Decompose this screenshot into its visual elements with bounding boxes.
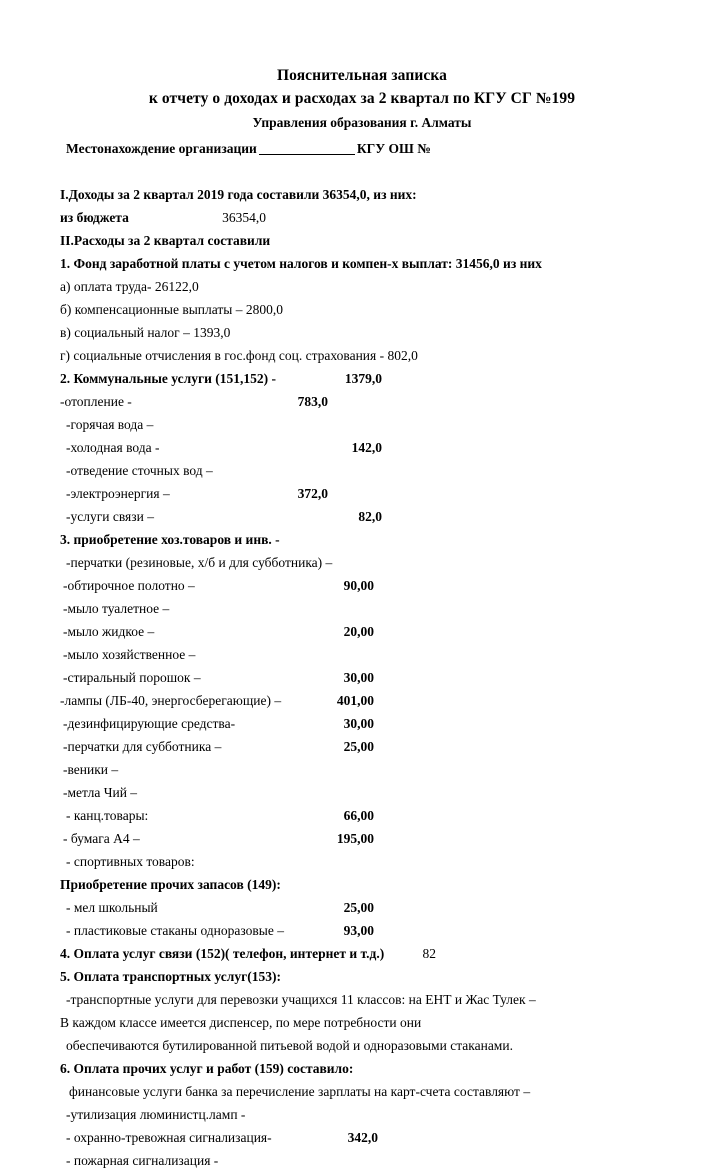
section1-item: б) компенсационные выплаты – 2800,0 [60, 302, 283, 317]
section4-value: 82 [422, 946, 436, 961]
section2-item: -горячая вода – [66, 417, 154, 432]
page-subtitle: к отчету о доходах и расходах за 2 квартал по КГУ СГ №199 [148, 90, 576, 107]
section6-item-value: 342,0 [347, 1130, 378, 1145]
section3-item: -лампы (ЛБ-40, энергосберегающие) – 401,00 [60, 689, 724, 712]
location-suffix: КГУ ОШ № [356, 141, 431, 156]
section3-item: -веники – [63, 762, 119, 777]
section3-item-value: 401,00 [336, 693, 374, 708]
section3-item: -стиральный порошок – 30,00 [60, 666, 724, 689]
income-budget-row [60, 206, 724, 229]
section3-item: -обтирочное полотно – 90,00 [60, 574, 724, 597]
section2-item-value: 783,0 [297, 394, 328, 409]
section2-item-value: 82,0 [358, 509, 382, 524]
income-budget-value: 36354,0 [222, 210, 266, 225]
section5-line: обеспечиваются бутилированной питьевой водой и одноразовыми стаканами. [66, 1038, 513, 1053]
other-stock-item: - пластиковые стаканы одноразовые – 93,00 [60, 919, 724, 942]
section2-item: -электроэнергия – 372,0 [60, 482, 724, 505]
section3-item-value: 30,00 [343, 670, 374, 685]
income-budget-label: из бюджета [60, 210, 129, 225]
section2-item-value: 142,0 [351, 440, 382, 455]
section3-item: -мыло жидкое – 20,00 [60, 620, 724, 643]
section3-item: -дезинфицирующие средства- 30,00 [60, 712, 724, 735]
department-line: Управления образования г. Алматы [252, 115, 472, 130]
expenses-heading: II.Расходы за 2 квартал составили [60, 233, 271, 248]
section2-item-value: 372,0 [297, 486, 328, 501]
section3-item: - канц.товары: 66,00 [60, 804, 724, 827]
section3-item: -мыло хозяйственное – [63, 647, 196, 662]
section5-heading: 5. Оплата транспортных услуг(153): [60, 969, 281, 984]
section2-total-value: 1379,0 [344, 371, 382, 386]
section3-item: - бумага А4 – 195,00 [60, 827, 724, 850]
section3-item: -мыло туалетное – [63, 601, 170, 616]
section5-line: -транспортные услуги для перевозки учащихся 11 классов: на ЕНТ и Жас Тулек – [66, 992, 536, 1007]
other-stock-item: - мел школьный 25,00 [60, 896, 724, 919]
section3-item: - спортивных товаров: [66, 854, 195, 869]
section2-heading: 2. Коммунальные услуги (151,152) - 1379,0 [60, 367, 724, 390]
section6-item: -утилизация люминистц.ламп - [66, 1107, 246, 1122]
section6-item: финансовые услуги банка за перечисление зарплаты на карт-счета составляют – [69, 1084, 531, 1099]
income-heading: I.Доходы за 2 квартал 2019 года составили 36354,0, из них: [60, 187, 417, 202]
section2-item: -холодная вода - 142,0 [60, 436, 724, 459]
location-blank-field[interactable] [259, 154, 355, 155]
location-label: Местонахождение организации [66, 141, 257, 156]
section1-heading: 1. Фонд заработной платы с учетом налогов и компен-х выплат: 31456,0 из них [60, 256, 542, 271]
section2-item: -услуги связи – 82,0 [60, 505, 724, 528]
section3-item: -перчатки (резиновые, х/б и для субботника) – [66, 555, 333, 570]
section3-heading: 3. приобретение хоз.товаров и инв. - [60, 532, 280, 547]
other-stock-item-value: 25,00 [343, 900, 374, 915]
section1-item: г) социальные отчисления в гос.фонд соц. страхования - 802,0 [60, 348, 418, 363]
section3-item-value: 20,00 [343, 624, 374, 639]
section3-item-value: 90,00 [343, 578, 374, 593]
section3-item-value: 25,00 [343, 739, 374, 754]
document-body [0, 183, 724, 1172]
section6-heading: 6. Оплата прочих услуг и работ (159) составило: [60, 1061, 354, 1076]
section3-item-value: 66,00 [343, 808, 374, 823]
section3-item-value: 195,00 [336, 831, 374, 846]
document-header [0, 0, 724, 160]
section4-heading: 4. Оплата услуг связи (152)( телефон, интернет и т.д.) 82 [60, 942, 724, 965]
other-stock-heading: Приобретение прочих запасов (149): [60, 877, 281, 892]
section6-item: - пожарная сигнализация - [66, 1153, 219, 1168]
section2-item: -отведение сточных вод – [66, 463, 213, 478]
section2-item: -отопление - 783,0 [60, 390, 724, 413]
section3-item: -перчатки для субботника – 25,00 [60, 735, 724, 758]
section6-item: - охранно-тревожная сигнализация- 342,0 [60, 1126, 724, 1149]
section3-item: -метла Чий – [63, 785, 138, 800]
section5-line: В каждом классе имеется диспенсер, по мере потребности они [60, 1015, 422, 1030]
other-stock-item-value: 93,00 [343, 923, 374, 938]
organization-location-line [0, 137, 724, 160]
page-title: Пояснительная записка [276, 67, 448, 84]
section1-item: а) оплата труда- 26122,0 [60, 279, 199, 294]
section1-item: в) социальный налог – 1393,0 [60, 325, 231, 340]
section3-item-value: 30,00 [343, 716, 374, 731]
